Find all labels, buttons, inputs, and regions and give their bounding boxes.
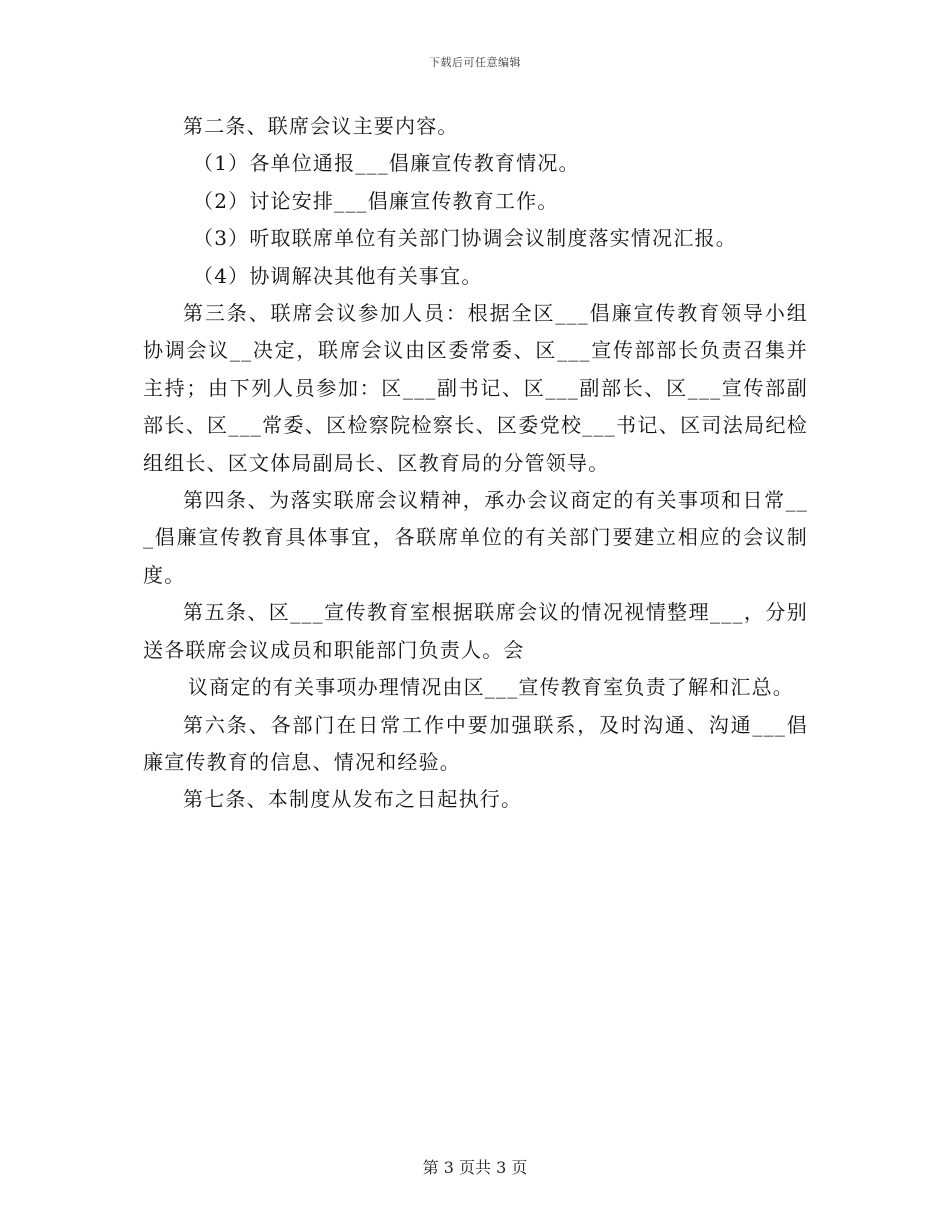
article-4-paragraph: 第四条、为落实联席会议精神，承办会议商定的有关事项和日常___倡廉宣传教育具体事宜，各联席单位的有关部门要建立相应的会议制度。 bbox=[143, 488, 808, 587]
article-2-item-4: （4）协调解决其他有关事宜。 bbox=[193, 263, 483, 288]
page-header-note: 下载后可任意编辑 bbox=[429, 56, 521, 69]
article-2-item-2: （2）讨论安排___倡廉宣传教育工作。 bbox=[193, 188, 559, 213]
article-3-paragraph: 第三条、联席会议参加人员：根据全区___倡廉宣传教育领导小组协调会议__决定，联席会议由区委常委、区___宣传部部长负责召集并主持；由下列人员参加：区___副书记、区___副部长、区___宣传部副部长、区___常委、区检察院检察长、区委党校___书记、区司法局纪检组组长、区文体局副局长、区教育局的分管领导。 bbox=[143, 301, 808, 475]
article-6-paragraph: 第六条、各部门在日常工作中要加强联系，及时沟通、沟通___倡廉宣传教育的信息、情况和经验。 bbox=[143, 712, 808, 774]
document-body bbox=[143, 108, 808, 819]
article-2-item-3: （3）听取联席单位有关部门协调会议制度落实情况汇报。 bbox=[193, 226, 737, 251]
article-5-continuation: 议商定的有关事项办理情况由区___宣传教育室负责了解和汇总。 bbox=[188, 675, 794, 700]
article-5-paragraph: 第五条、区___宣传教育室根据联席会议的情况视情整理___，分别送各联席会议成员和职能部门负责人。会 bbox=[143, 600, 808, 662]
article-2-heading: 第二条、联席会议主要内容。 bbox=[183, 114, 459, 138]
article-2-item-1: （1）各单位通报___倡廉宣传教育情况。 bbox=[193, 151, 580, 176]
page-number-footer: 第 3 页共 3 页 bbox=[422, 1158, 528, 1177]
article-7-paragraph: 第七条、本制度从发布之日起执行。 bbox=[183, 787, 523, 812]
